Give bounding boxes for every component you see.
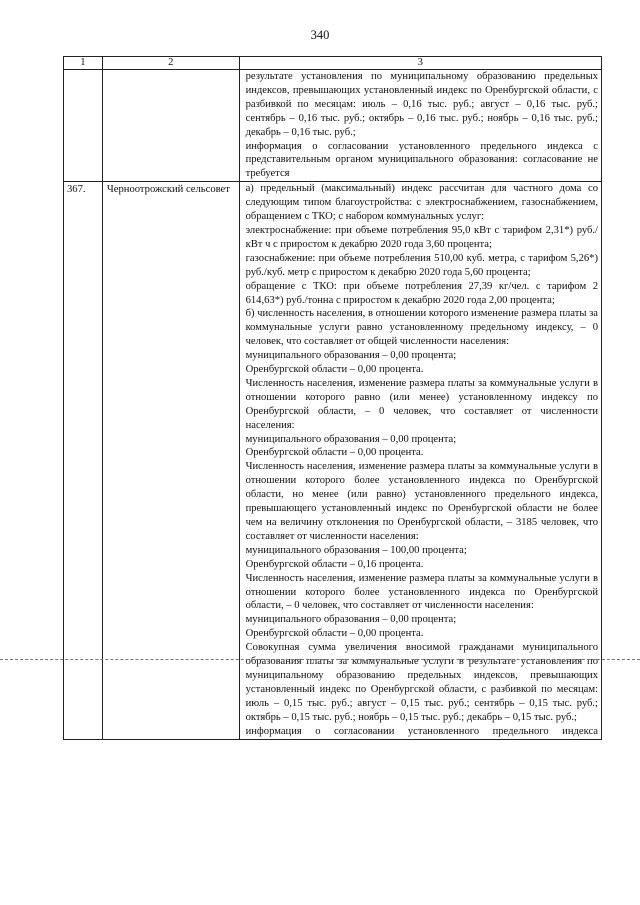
paragraph: электроснабжение: при объеме потребления 95,0 кВт с тарифом 2,31*) руб./кВт ч с приростом к декабрю 2020 года 3,60 процента; — [245, 224, 598, 250]
paragraph: Численность населения, изменение размера платы за коммунальные услуги в отношении которого равно (или менее) установленному индексу по Оренбургской области, – 0 человек, что составляет от численности населения: — [245, 377, 598, 431]
paragraph: Совокупная сумма увеличения вносимой гражданами муниципального образования платы за коммунальные услуги в результате установления по муниципальному образованию предельных индексов, превышающих установленный индекс по Оренбургской области, с разбивкой по месяцам: июль – 0,15 тыс. руб.; август – 0,15 тыс. руб.; сентябрь – 0,15 тыс. руб.; октябрь – 0,15 тыс. руб.; ноябрь – 0,15 тыс. руб.; декабрь – 0,15 тыс. руб.; — [245, 642, 598, 723]
settlement-name-cell: Черноотрожский сельсовет — [102, 182, 239, 739]
continued-paragraph: результате установления по муниципальному образованию предельных индексов, превышающих установленный индекс по Оренбургской области, с разбивкой по месяцам: июль – 0,16 тыс. руб.; август – 0,16 тыс. руб.; сентябрь – 0,16 тыс. руб.; октябрь – 0,16 тыс. руб.; ноябрь – 0,16 тыс. руб.; декабрь – 0,16 тыс. руб.; — [245, 71, 598, 138]
column-header-1: 1 — [64, 57, 103, 70]
paragraph: газоснабжение: при объеме потребления 510,00 куб. метра, с тарифом 5,26*) руб./куб. метр с приростом к декабрю 2020 года 5,60 процента; — [245, 252, 598, 278]
row-number-cell — [64, 70, 103, 182]
table-row-continued — [64, 70, 602, 182]
paragraph: Оренбургской области – 0,16 процента. — [245, 558, 424, 570]
row-text-cell — [239, 70, 601, 182]
row-number-cell: 367. — [64, 182, 103, 739]
page-number: 340 — [310, 28, 330, 42]
paragraph: муниципального образования – 0,00 процента; — [245, 350, 457, 362]
paragraph: муниципального образования – 0,00 процента; — [245, 433, 457, 445]
table-header-row — [64, 57, 602, 70]
paragraph: информация о согласовании установленного предельного индекса — [245, 725, 598, 737]
paragraph: муниципального образования – 100,00 процента; — [245, 544, 467, 556]
row-name-cell — [102, 70, 239, 182]
table-row-367 — [64, 182, 602, 739]
paragraph: б) численность населения, в отношении которого изменение размера платы за коммунальные услуги равно установленному предельному индексу, – 0 человек, что составляет от общей численности населения: — [245, 308, 598, 348]
paragraph: муниципального образования – 0,00 процента; — [245, 614, 457, 626]
paragraph: Оренбургской области – 0,00 процента. — [245, 628, 424, 640]
column-header-3: 3 — [239, 57, 601, 70]
paragraph: Оренбургской области – 0,00 процента. — [245, 364, 424, 376]
paragraph: Численность населения, изменение размера платы за коммунальные услуги в отношении которого более установленного индекса по Оренбургской области, – 0 человек, что составляет от численности населения: — [245, 572, 598, 612]
continued-paragraph: информация о согласовании установленного предельного индекса с представительным органом муниципального образования: согласование не требуется — [245, 140, 598, 180]
paragraph: а) предельный (максимальный) индекс рассчитан для частного дома со следующим типом благоустройства: с электроснабжением, газоснабжением, обращением с ТКО; с набором коммунальных услуг: — [245, 183, 598, 223]
paragraph: обращение с ТКО: при объеме потребления 27,39 кг/чел. с тарифом 2 614,63*) руб./тонна с приростом к декабрю 2020 года 2,00 процента; — [245, 280, 598, 306]
paragraph: Численность населения, изменение размера платы за коммунальные услуги в отношении которого более установленного индекса по Оренбургской области, но менее (или равно) установленного предельного индекса, превышающего установленный индекс по Оренбургской области не более чем на величину отклонения по Оренбургской области, – 3185 человек, что составляет от численности населения: — [245, 461, 598, 542]
indices-table — [63, 56, 602, 740]
row-text-cell — [239, 182, 601, 739]
column-header-2: 2 — [102, 57, 239, 70]
paragraph: Оренбургской области – 0,00 процента. — [245, 447, 424, 459]
scan-fold-line — [0, 659, 640, 660]
